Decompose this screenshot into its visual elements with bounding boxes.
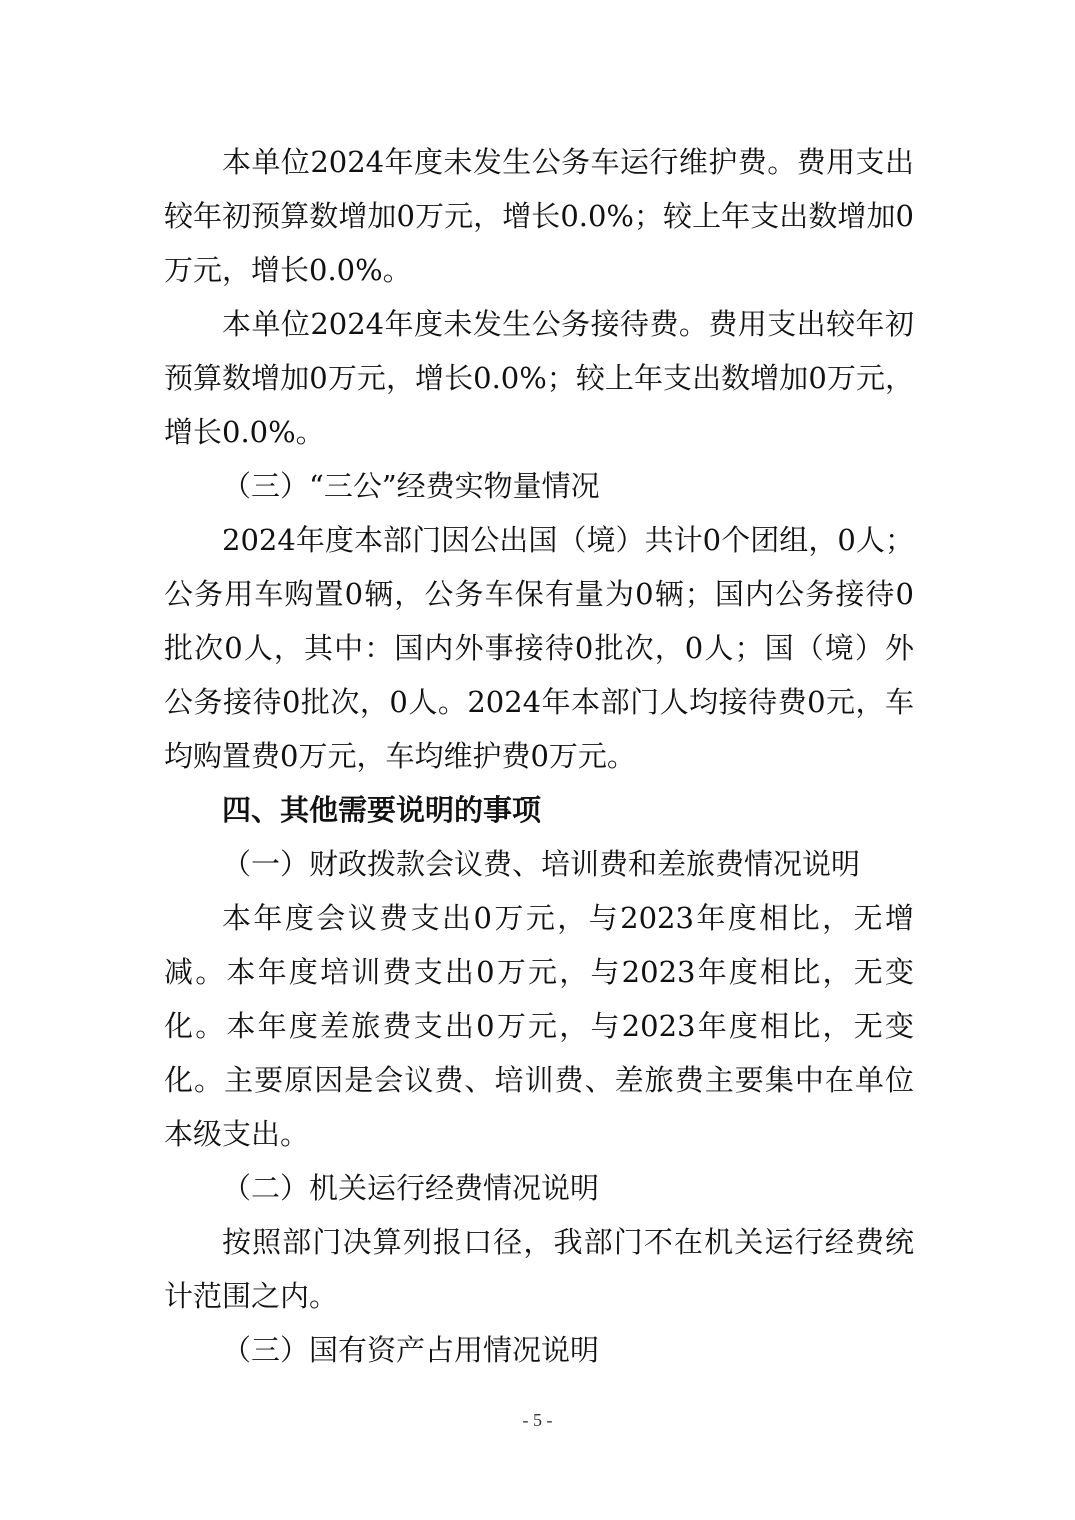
heading-operating-expenses: （二）机关运行经费情况说明: [222, 1171, 600, 1205]
heading-meeting-training-travel: （一）财政拨款会议费、培训费和差旅费情况说明: [222, 847, 861, 881]
paragraph-meeting-training-travel: 本年度会议费支出0万元，与2023年度相比，无增减。本年度培训费支出0万元，与2023年度相比，无变化。本年度差旅费支出0万元，与2023年度相比，无变化。主要原因是会议费、培训费、差旅费主要集中在单位本级支出。: [164, 901, 914, 1151]
heading-state-assets: （三）国有资产占用情况说明: [222, 1333, 600, 1367]
page-number: - 5 -: [522, 1410, 553, 1430]
heading-other-matters: 四、其他需要说明的事项: [222, 793, 542, 827]
document-body: [164, 135, 914, 1377]
paragraph-vehicle-maintenance: 本单位2024年度未发生公务车运行维护费。费用支出较年初预算数增加0万元，增长0.0%；较上年支出数增加0万元，增长0.0%。: [164, 145, 914, 287]
heading-three-public-physical: （三）“三公”经费实物量情况: [222, 469, 600, 503]
paragraph-operating-expenses: 按照部门决算列报口径，我部门不在机关运行经费统计范围之内。: [164, 1225, 914, 1313]
paragraph-physical-quantity: 2024年度本部门因公出国（境）共计0个团组，0人；公务用车购置0辆，公务车保有量为0辆；国内公务接待0批次0人，其中：国内外事接待0批次，0人；国（境）外公务接待0批次，0人。2024年本部门人均接待费0元，车均购置费0万元，车均维护费0万元。: [164, 523, 914, 773]
paragraph-reception-fee: 本单位2024年度未发生公务接待费。费用支出较年初预算数增加0万元，增长0.0%；较上年支出数增加0万元，增长0.0%。: [164, 307, 914, 449]
